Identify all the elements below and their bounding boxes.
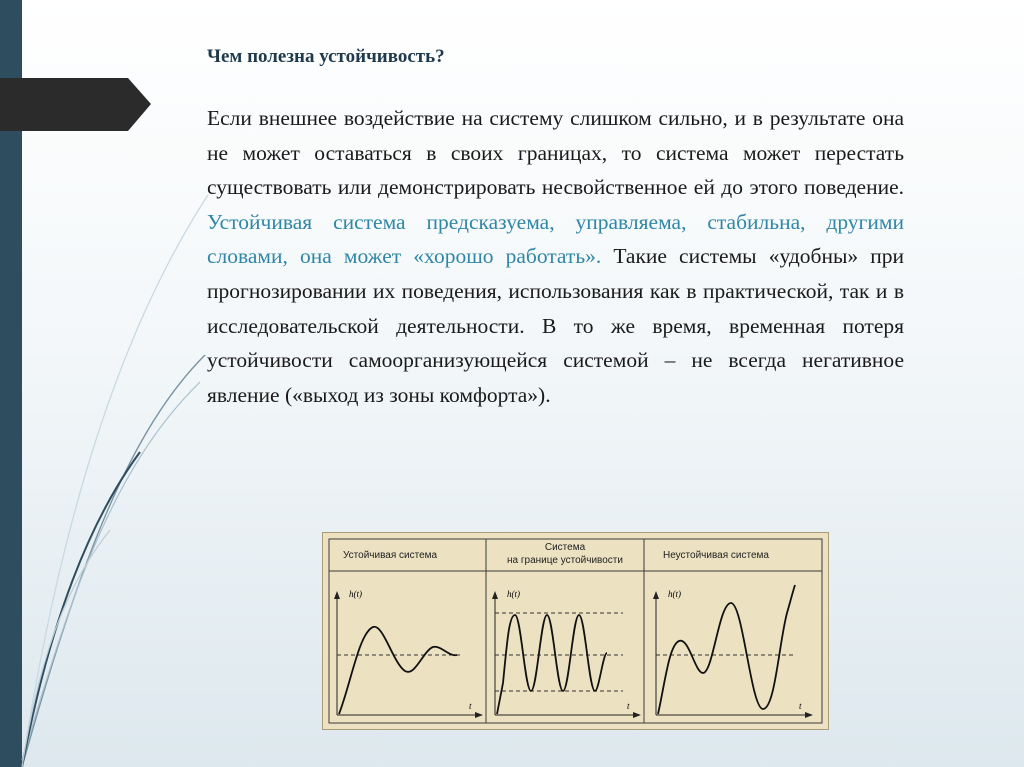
- arrow-shape: [0, 78, 151, 131]
- panel-3-x-label: t: [799, 701, 802, 711]
- panel-3-y-arrow: [653, 591, 659, 599]
- decor-line-5: [22, 530, 110, 767]
- paragraph-highlight: Устойчивая система предсказуема, управляема, стабильна, другими словами, она может «хорошо работать».: [207, 209, 904, 269]
- panel-1-y-arrow: [334, 591, 340, 599]
- slide-content: [207, 44, 904, 412]
- panel-1-x-arrow: [475, 712, 483, 718]
- panel-2-y-label: h(t): [507, 589, 520, 599]
- decor-line-3: [22, 382, 200, 760]
- panel-3-title: Неустойчивая система: [663, 550, 769, 561]
- decorative-curves: [0, 0, 210, 767]
- panel-1-title: Устойчивая система: [343, 550, 438, 561]
- panel-2-y-arrow: [492, 591, 498, 599]
- decor-line-2: [22, 355, 205, 767]
- panel-1-x-label: t: [469, 701, 472, 711]
- slide-title: Чем полезна устойчивость?: [207, 46, 445, 67]
- panel-2-title-line2: на границе устойчивости: [507, 555, 623, 566]
- panel-2-title-line1: Система: [544, 542, 586, 553]
- decor-line-1: [22, 195, 208, 767]
- slide-paragraph: [207, 101, 904, 412]
- panel-3-curve: [658, 585, 795, 714]
- panel-2-x-arrow: [633, 712, 641, 718]
- stability-figure: [322, 532, 829, 730]
- figure-frame: [329, 539, 822, 723]
- panel-2-curve: [497, 615, 607, 714]
- paragraph-part-1: Если внешнее воздействие на систему слишком сильно, и в результате она не может оставаться в своих границах, то система может перестать существовать или демонстрировать несвойственное ей до этого поведение.: [207, 106, 904, 200]
- panel-3-y-label: h(t): [668, 589, 681, 599]
- paragraph-part-2: Такие системы «удобны» при прогнозировании их поведения, использования как в практической, так и в исследовательской деятельности. В то же время, временная потеря устойчивости самоорганизующейся системой – не всегда негативное явление («выход из зоны комфорта»).: [207, 244, 904, 407]
- panel-2-x-label: t: [627, 701, 630, 711]
- panel-1-y-label: h(t): [349, 589, 362, 599]
- panel-3-x-arrow: [805, 712, 813, 718]
- stability-diagram: [323, 533, 828, 729]
- panel-1-curve: [339, 627, 457, 714]
- decor-line-4: [22, 452, 140, 767]
